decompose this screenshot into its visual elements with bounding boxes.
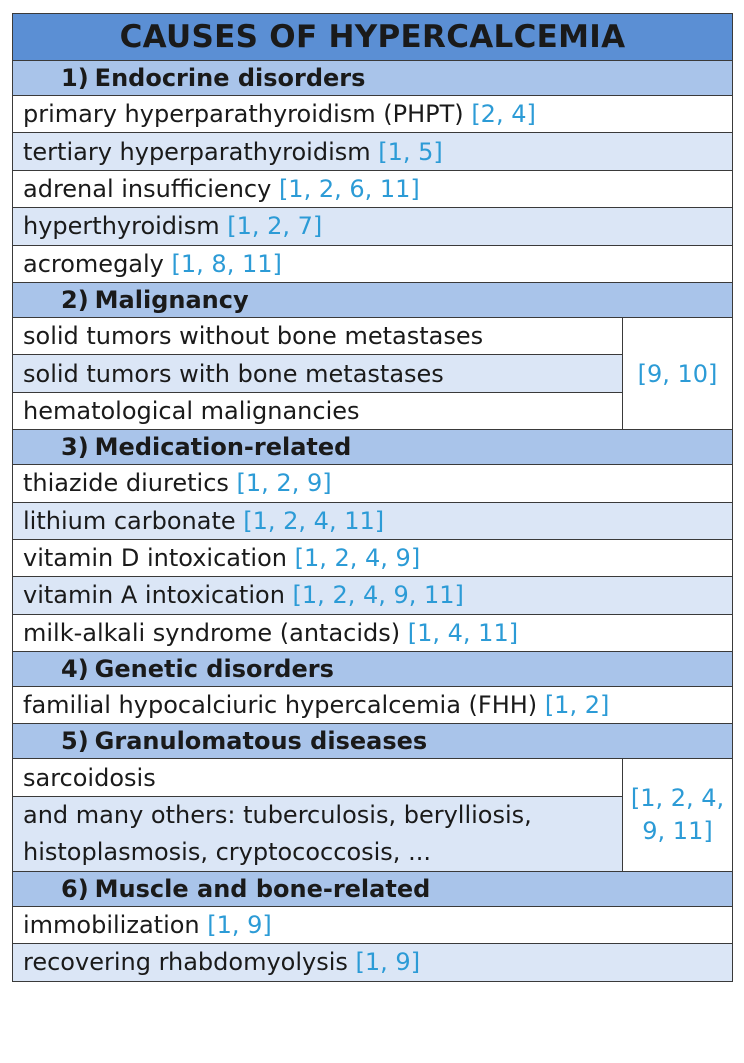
section-number: 3) — [61, 433, 89, 462]
list-item: solid tumors without bone metastases — [13, 317, 623, 354]
list-item: solid tumors with bone metastases — [13, 355, 623, 392]
list-item: and many others: tuberculosis, berylliosis, histoplasmosis, cryptococcosis, ... — [13, 796, 623, 871]
list-item: vitamin A intoxication [1, 2, 4, 9, 11] — [13, 577, 733, 614]
hypercalcemia-causes-table — [12, 13, 732, 982]
reference-label: [1, 2, 4, 9] — [294, 544, 421, 573]
section-header-muscle-bone — [13, 871, 733, 906]
reference-label: [1, 5] — [378, 137, 443, 166]
reference-label: [1, 2] — [544, 691, 610, 720]
list-item: immobilization [1, 9] — [13, 906, 733, 943]
section-title: Endocrine disorders — [94, 64, 366, 92]
list-item: lithium carbonate [1, 2, 4, 11] — [13, 502, 733, 539]
group-reference-label: [1, 2, 4, 9, 11] — [623, 759, 733, 871]
reference-label: [1, 8, 11] — [171, 249, 282, 278]
section-number: 4) — [61, 655, 89, 684]
list-item: sarcoidosis — [13, 759, 623, 796]
table-title: CAUSES OF HYPERCALCEMIA — [13, 14, 733, 61]
reference-label: [1, 2, 4, 11] — [243, 506, 385, 535]
list-item: hyperthyroidism [1, 2, 7] — [13, 208, 733, 245]
section-header-medication — [13, 430, 733, 465]
section-header-endocrine — [13, 61, 733, 96]
section-header-malignancy — [13, 282, 733, 317]
section-number: 6) — [61, 874, 89, 903]
reference-label: [1, 2, 7] — [227, 212, 323, 241]
reference-label: [1, 9] — [355, 948, 421, 977]
list-item: primary hyperparathyroidism (PHPT) [2, 4] — [13, 96, 733, 133]
reference-label: [1, 2, 9] — [236, 469, 332, 498]
section-number: 1) — [61, 64, 89, 92]
section-title: Medication-related — [94, 433, 352, 462]
list-item: tertiary hyperparathyroidism [1, 5] — [13, 133, 733, 170]
section-title: Muscle and bone-related — [94, 874, 431, 903]
list-item: vitamin D intoxication [1, 2, 4, 9] — [13, 539, 733, 576]
section-title: Genetic disorders — [94, 655, 334, 684]
section-number: 2) — [61, 285, 89, 314]
reference-label: [1, 2, 6, 11] — [278, 174, 420, 203]
list-item: acromegaly [1, 8, 11] — [13, 245, 733, 282]
list-item: recovering rhabdomyolysis [1, 9] — [13, 944, 733, 981]
list-item: thiazide diuretics [1, 2, 9] — [13, 465, 733, 502]
section-number: 5) — [61, 727, 89, 756]
reference-label: [1, 2, 4, 9, 11] — [292, 581, 464, 610]
section-header-granulomatous — [13, 724, 733, 759]
list-item: milk-alkali syndrome (antacids) [1, 4, 11] — [13, 614, 733, 651]
reference-label: [1, 9] — [207, 911, 272, 940]
list-item: hematological malignancies — [13, 392, 623, 429]
reference-label: [1, 4, 11] — [407, 618, 519, 647]
section-title: Malignancy — [94, 285, 249, 314]
list-item: adrenal insufficiency [1, 2, 6, 11] — [13, 170, 733, 207]
list-item: familial hypocalciuric hypercalcemia (FHH) [1, 2] — [13, 687, 733, 724]
group-reference-label: [9, 10] — [623, 317, 733, 429]
reference-label: [2, 4] — [471, 100, 536, 129]
section-title: Granulomatous diseases — [94, 727, 428, 756]
section-header-genetic — [13, 652, 733, 687]
